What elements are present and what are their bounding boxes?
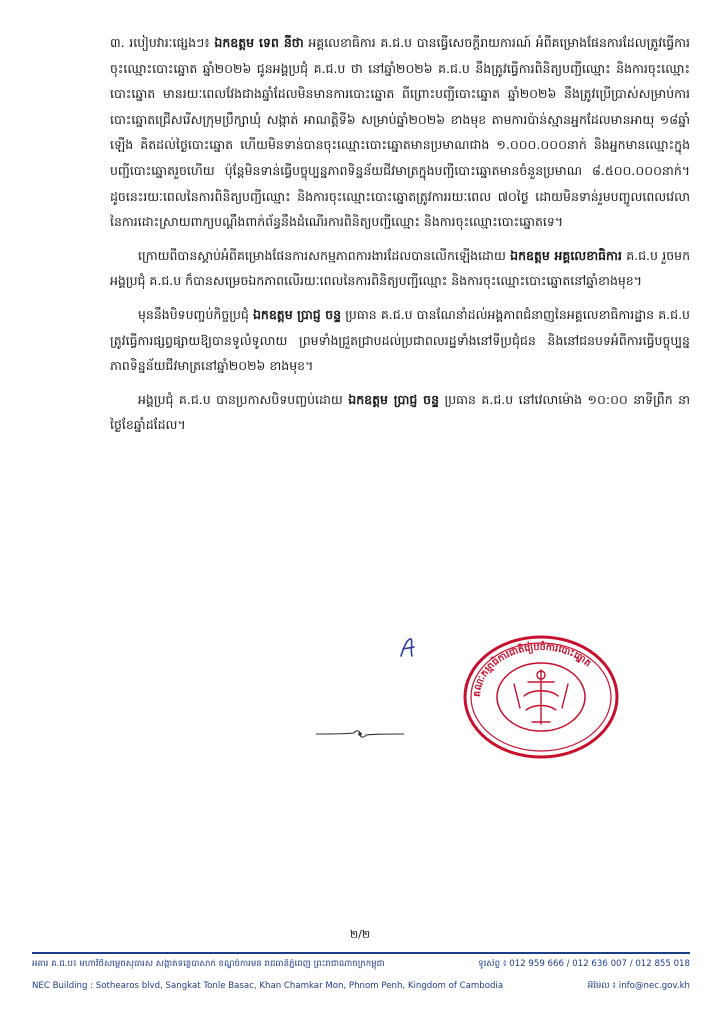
document-body xyxy=(110,30,690,446)
footer-address-khmer: អគារ គ.ជ.ប៖ មហាវិថីសម្តេចសុធារស សង្កាត់ទន្លេបាសាក់ ខណ្ឌចំការមន រាជធានីភ្នំពេញ ព្រះរាជាណាចក្រកម្ពុជា xyxy=(32,959,385,969)
paragraph-decision xyxy=(110,243,690,294)
speaker-name: ឯកឧត្តម អគ្គលេខាធិការ xyxy=(510,247,622,263)
paragraph-text: អង្គប្រជុំ គ.ជ.ប បានប្រកាសបិទបញ្ចប់ដោយ xyxy=(138,391,349,407)
footer-phone: ទូរស័ព្ទ ៖ 012 959 666 / 012 636 007 / 012 855 018 xyxy=(478,959,690,969)
footer-email: អ៊ីម៉ែល ៖ info@nec.gov.kh xyxy=(587,981,690,991)
signature-initial xyxy=(398,636,416,658)
paragraph-text: ប្រធាន គ.ជ.ប នៅវេលាម៉ោង ១០:០០ នាទីព្រឹក នាថ្ងៃខែឆ្នាំដដែល។ xyxy=(110,391,690,433)
paragraph-text: អគ្គលេខាធិការ គ.ជ.ប បានធ្វើសេចក្តីរាយការណ៍ អំពីគម្រោងផែនការដែលត្រូវធ្វើការចុះឈ្មោះបោះឆ្នោត ឆ្នាំ២០២៦ ជូនអង្គប្រជុំ គ.ជ.ប ថា នៅឆ្នាំ២០២៦ គ.ជ.ប នឹងត្រូវធ្វើការពិនិត្យបញ្ជីឈ្មោះ និងការចុះឈ្មោះបោះឆ្នោត មានរយៈពេលវែងជាងឆ្នាំដែលមិនមានការបោះឆ្នោត ពីព្រោះបញ្ជីបោះឆ្នោត ឆ្នាំ២០២៦ នឹងត្រូវប្រើប្រាស់សម្រាប់ការបោះឆ្នោតជ្រើសរើសក្រុមប្រឹក្សាឃុំ សង្កាត់ អាណត្តិទី៦ សម្រាប់ឆ្នាំ២០២៦ ខាងមុខ តាមការប៉ាន់ស្មានអ្នកដែលមានអាយុ ១៨ឆ្នាំឡើង គិតដល់ថ្ងៃបោះឆ្នោត ហើយមិនទាន់បានចុះឈ្មោះបោះឆ្នោតមានប្រមាណជាង ១.០០០.០០០នាក់ និងអ្នកមានឈ្មោះក្នុងបញ្ជីបោះឆ្នោតរួចហើយ ប៉ុន្តែមិនទាន់ធ្វើបច្ចុប្បន្នភាពទិន្នន័យជីវមាត្រក្នុងបញ្ជីបោះឆ្នោតមានចំនួនប្រមាណ ៨.៥០០.០០០នាក់។ ដូចនេះរយៈពេលនៃការពិនិត្យបញ្ជីឈ្មោះ និងការចុះឈ្មោះបោះឆ្នោតត្រូវការរយៈពេល ៧០ថ្ងៃ ដោយមិនទាន់រួមបញ្ចូលពេលវេលានៃការដោះស្រាយពាក្យបណ្តឹងពាក់ព័ន្ធនឹងដំណើរការពិនិត្យបញ្ជីឈ្មោះ និងការចុះឈ្មោះបោះឆ្នោតទេ។ xyxy=(110,35,690,230)
official-seal-icon xyxy=(462,634,620,760)
paragraph-text: មុននឹងបិទបញ្ចប់កិច្ចប្រជុំ xyxy=(138,306,253,322)
paragraph-other-agenda xyxy=(110,30,690,235)
paragraph-text: ប្រធាន គ.ជ.ប បានណែនាំដល់អង្គភាពជំនាញនៃអគ្គលេខាធិការដ្ឋាន គ.ជ.ប ត្រូវធ្វើការផ្សព្វផ្សាយឱ្យបានទូលំទូលាយ ព្រមទាំងជ្រួតជ្រាបដល់ប្រជាពលរដ្ឋទាំងនៅទីប្រជុំជន និងនៅជនបទអំពីការធ្វើបច្ចុប្បន្នភាពទិន្នន័យជីវមាត្រនៅឆ្នាំ២០២៦ ខាងមុខ។ xyxy=(110,306,690,374)
page-number: ២/២ xyxy=(349,928,371,941)
agenda-item-label: ៣. របៀបវារៈផ្សេងៗ៖ xyxy=(110,35,215,50)
footer-row-khmer xyxy=(32,959,690,971)
ornament-divider-icon xyxy=(312,727,408,741)
paragraph-text: គ.ជ.ប រួចមក អង្គប្រជុំ គ.ជ.ប ក៏បានសម្រេចឯកភាពលើរយៈពេលនៃការពិនិត្យបញ្ជីឈ្មោះ និងការចុះឈ្មោះបោះឆ្នោតនៅឆ្នាំខាងមុខ។ xyxy=(110,247,690,289)
speaker-name: ឯកឧត្តម ប្រាជ្ញ ចន្ទ xyxy=(252,306,342,322)
svg-text:គណៈកម្មាធិការជាតិរៀបចំការបោះឆ្ xyxy=(472,640,593,697)
paragraph-closing xyxy=(110,387,690,438)
footer-row-english xyxy=(32,981,690,991)
paragraph-text: ក្រោយពីបានស្តាប់អំពីគម្រោងផែនការសកម្មភាពការងារដែលបានលើកឡើងដោយ xyxy=(138,247,511,263)
footer-divider xyxy=(32,952,690,954)
paragraph-instruction xyxy=(110,302,690,379)
seal-outer-text: គណៈកម្មាធិការជាតិរៀបចំការបោះឆ្នោត xyxy=(471,641,594,698)
speaker-name: ឯកឧត្តម ទេព នីថា xyxy=(214,35,304,50)
footer-address-english: NEC Building : Sothearos blvd, Sangkat Tonle Basac, Khan Chamkar Mon, Phnom Penh, Kingdom of Cambodia xyxy=(32,981,504,991)
speaker-name: ឯកឧត្តម ប្រាជ្ញ ចន្ទ xyxy=(348,391,440,407)
